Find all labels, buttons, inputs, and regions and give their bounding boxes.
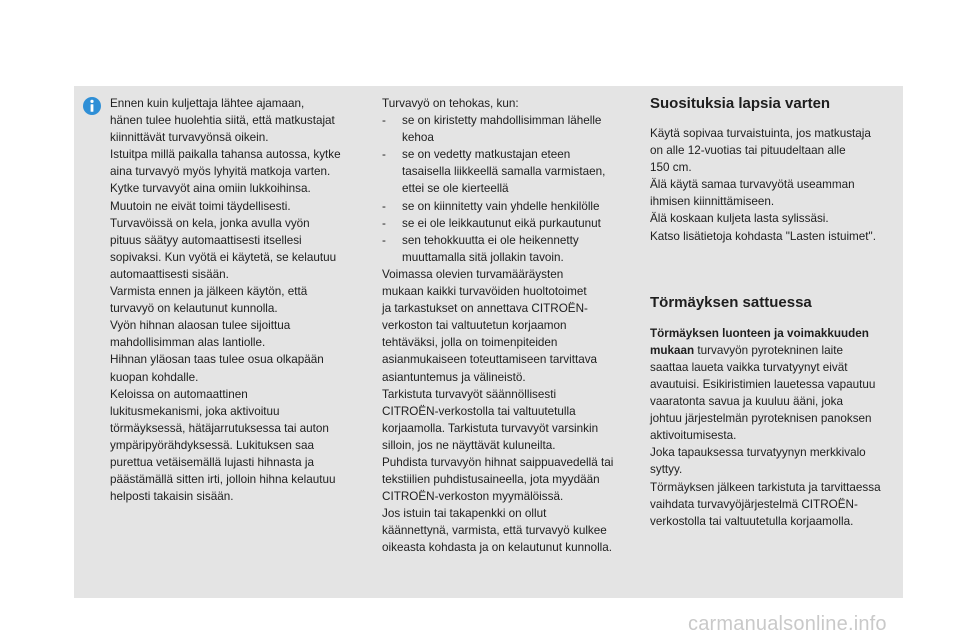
collision-line: verkostolla tai valtuutetulla korjaamolla.: [650, 514, 854, 528]
info-note-line: sopivaksi. Kun vyötä ei käytetä, se kelautuu: [110, 250, 337, 264]
info-note-line: päästämällä sitten irti, jolloin hihna kelautuu: [110, 473, 336, 487]
info-note-line: helposti takaisin sisään.: [110, 490, 234, 504]
collision-line: saattaa laueta vaikka turvatyynyt eivät: [650, 360, 848, 374]
recommendations-column: [650, 95, 900, 530]
collision-line: aktivoitumisesta.: [650, 429, 737, 443]
effectiveness-list: [382, 112, 634, 266]
info-note-line: mahdollisimman alas lantiolle.: [110, 336, 266, 350]
children-line: ihmisen kiinnittämiseen.: [650, 195, 775, 209]
maintenance-line: tekstiilien puhdistusaineella, jota myydään: [382, 473, 600, 487]
maintenance-line: silloin, jos ne näyttävät kuluneilta.: [382, 438, 556, 452]
list-dash: -: [382, 148, 386, 162]
maintenance-line: verkoston tai valtuutetun korjaamon: [382, 319, 567, 333]
children-line: Katso lisätietoja kohdasta "Lasten istuimet".: [650, 229, 876, 243]
maintenance-line: mukaan kaikki turvavöiden huoltotoimet: [382, 285, 587, 299]
info-note-line: Varmista ennen ja jälkeen käytön, että: [110, 285, 308, 299]
info-note-line: ympäripyörähdyksessä. Lukituksen saa: [110, 438, 314, 452]
info-note-line: kuopan kohdalle.: [110, 370, 199, 384]
info-note-column: [110, 95, 372, 505]
maintenance-line: asiantuntemus ja välineistö.: [382, 370, 526, 384]
maintenance-line: Puhdista turvavyön hihnat saippuavedellä tai: [382, 455, 614, 469]
list-dash: -: [382, 233, 386, 247]
maintenance-line: oikeasta kohdasta ja on kelautunut kunnolla.: [382, 541, 613, 555]
list-item-line: kehoa: [402, 131, 434, 145]
maintenance-line: asianmukaiseen toteuttamiseen tarvittava: [382, 353, 598, 367]
info-note-line: Kytke turvavyöt aina omiin lukkoihinsa.: [110, 182, 311, 196]
seatbelt-effectiveness-column: [382, 95, 634, 557]
collision-line: johtuu järjestelmän pyroteknisen panoksen: [650, 412, 872, 426]
collision-bold-line: Törmäyksen luonteen ja voimakkuuden: [650, 326, 869, 340]
maintenance-line: Voimassa olevien turvamääräysten: [382, 267, 564, 281]
list-item: [382, 215, 634, 232]
watermark: carmanualsonline.info: [688, 613, 887, 635]
collision-line: vaaratonta savua ja kuuluu ääni, joka: [650, 395, 843, 409]
list-item-text: [402, 112, 634, 146]
list-item-line: se on kiristetty mahdollisimman lähelle: [402, 114, 602, 128]
children-line: Älä käytä samaa turvavyötä useamman: [650, 178, 855, 192]
list-item: [382, 146, 634, 197]
maintenance-line: CITROËN-verkoston myymälöissä.: [382, 490, 564, 504]
info-note-line: Ennen kuin kuljettaja lähtee ajamaan,: [110, 97, 305, 110]
info-note-line: kiinnittävät turvavyönsä oikein.: [110, 131, 269, 145]
effectiveness-intro: Turvavyö on tehokas, kun:: [382, 97, 519, 110]
list-item-line: muuttamalla sitä jollakin tavoin.: [402, 250, 564, 264]
maintenance-line: ja tarkastukset on annettava CITROËN-: [382, 302, 588, 316]
info-note-line: Keloissa on automaattinen: [110, 387, 248, 401]
collision-line: avautuisi. Esikiristimien lauetessa vapautuu: [650, 377, 876, 391]
collision-line: vaihdata turvavyöjärjestelmä CITROËN-: [650, 497, 858, 511]
list-dash: -: [382, 216, 386, 230]
info-note-line: Muutoin ne eivät toimi täydellisesti.: [110, 199, 291, 213]
list-item-text: [402, 146, 634, 197]
list-item-line: se ei ole leikkautunut eikä purkautunut: [402, 216, 601, 230]
collision-line: syttyy.: [650, 463, 683, 477]
info-note-line: Istuitpa millä paikalla tahansa autossa, kytke: [110, 148, 341, 162]
info-note-line: hänen tulee huolehtia siitä, että matkustajat: [110, 114, 335, 128]
list-item: [382, 112, 634, 146]
maintenance-line: tehtäväksi, jolla on toimenpiteiden: [382, 336, 558, 350]
maintenance-text: [382, 266, 634, 557]
collision-line: Törmäyksen jälkeen tarkistuta ja tarvittaessa: [650, 480, 881, 494]
collision-line: Joka tapauksessa turvatyynyn merkkivalo: [650, 446, 866, 460]
children-line: Älä koskaan kuljeta lasta sylissäsi.: [650, 212, 829, 226]
info-note-line: lukitusmekanismi, joka aktivoituu: [110, 404, 280, 418]
list-item-line: se on vedetty matkustajan eteen: [402, 148, 571, 162]
info-note-line: purettua vetäisemällä lujasti hihnasta ja: [110, 455, 315, 469]
maintenance-line: Tarkistuta turvavyöt säännöllisesti: [382, 387, 557, 401]
maintenance-line: korjaamolla. Tarkistuta turvavyöt varsinkin: [382, 421, 599, 435]
collision-text: [650, 359, 900, 530]
list-item-text: [402, 215, 634, 232]
list-dash: -: [382, 114, 386, 128]
info-note-line: pituus säätyy automaattisesti itsellesi: [110, 233, 302, 247]
list-item-text: [402, 232, 634, 266]
info-note-line: Hihnan yläosan taas tulee osua olkapään: [110, 353, 324, 367]
list-item-line: ettei se ole kierteellä: [402, 182, 509, 196]
info-icon: [83, 97, 101, 115]
info-note-line: törmäyksessä, hätäjarrutuksessa tai auton: [110, 421, 329, 435]
list-item: [382, 198, 634, 215]
list-item-text: [402, 198, 634, 215]
info-note-line: Vyön hihnan alaosan tulee sijoittua: [110, 319, 291, 333]
children-heading: Suosituksia lapsia varten: [650, 95, 831, 112]
children-text: [650, 125, 900, 245]
list-item: [382, 232, 634, 266]
maintenance-line: käännettynä, varmista, että turvavyö kulkee: [382, 524, 607, 538]
info-note-line: automaattisesti sisään.: [110, 267, 229, 281]
info-note-line: Turvavöissä on kela, jonka avulla vyön: [110, 216, 310, 230]
list-item-line: se on kiinnitetty vain yhdelle henkilölle: [402, 199, 600, 213]
list-dash: -: [382, 199, 386, 213]
collision-line-2: mukaan turvavyön pyrotekninen laite: [650, 343, 843, 357]
children-line: Käytä sopivaa turvaistuinta, jos matkustaja: [650, 127, 871, 140]
children-line: 150 cm.: [650, 161, 692, 175]
collision-heading: Törmäyksen sattuessa: [650, 293, 812, 311]
list-item-line: sen tehokkuutta ei ole heikennetty: [402, 233, 579, 247]
maintenance-line: CITROËN-verkostolla tai valtuutetulla: [382, 404, 576, 418]
children-line: on alle 12-vuotias tai pituudeltaan alle: [650, 144, 846, 158]
list-item-line: tasaisella liikkeellä samalla varmistaen,: [402, 165, 606, 179]
info-note-line: aina turvavyö myös lyhyitä matkoja varten.: [110, 165, 331, 179]
maintenance-line: Jos istuin tai takapenkki on ollut: [382, 507, 547, 521]
info-note-line: turvavyö on kelautunut kunnolla.: [110, 302, 278, 316]
